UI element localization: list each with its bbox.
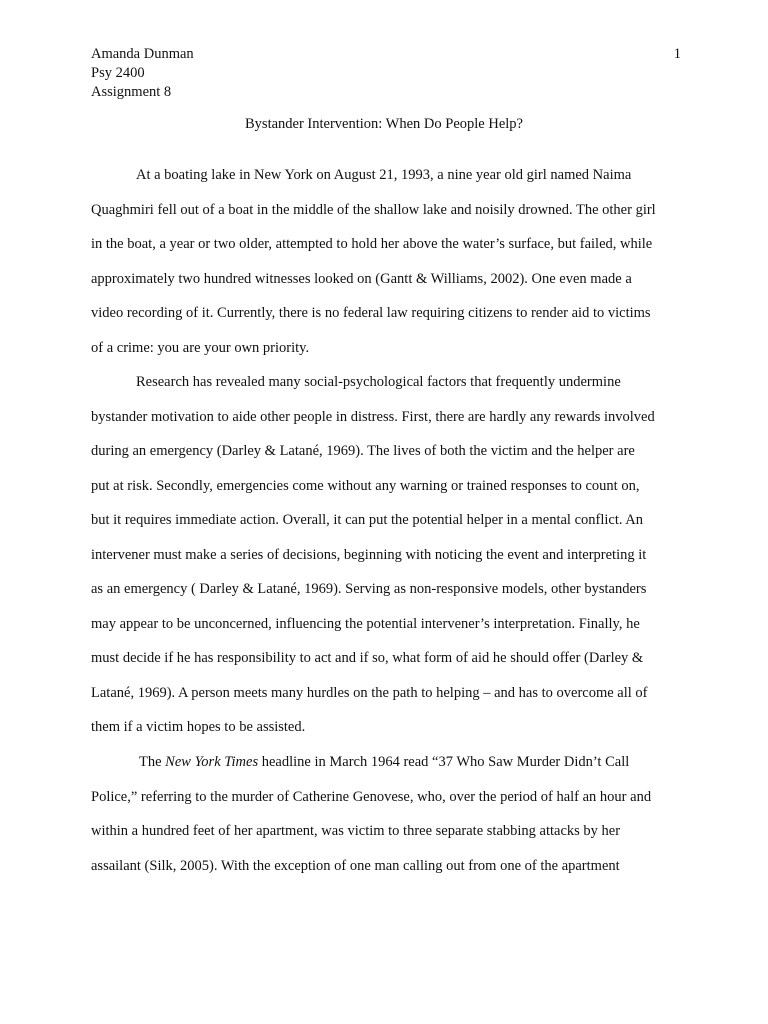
document-title: Bystander Intervention: When Do People Help? bbox=[245, 116, 523, 132]
body-line: may appear to be unconcerned, influencing the potential intervener’s interpretation. Finally, he bbox=[91, 616, 640, 632]
body-line: during an emergency (Darley & Latané, 1969). The lives of both the victim and the helper are bbox=[91, 443, 635, 459]
document-header bbox=[91, 45, 681, 102]
body-line: of a crime: you are your own priority. bbox=[91, 340, 310, 356]
body-line: Quaghmiri fell out of a boat in the middle of the shallow lake and noisily drowned. The other girl bbox=[91, 202, 656, 218]
assignment-label: Assignment 8 bbox=[91, 84, 172, 100]
body-line: At a boating lake in New York on August 21, 1993, a nine year old girl named Naima bbox=[136, 167, 632, 183]
body-line: as an emergency ( Darley & Latané, 1969). Serving as non-responsive models, other bystanders bbox=[91, 581, 647, 597]
body-line: within a hundred feet of her apartment, was victim to three separate stabbing attacks by her bbox=[91, 823, 621, 839]
body-line: but it requires immediate action. Overall, it can put the potential helper in a mental conflict. An bbox=[91, 512, 644, 528]
author-name: Amanda Dunman bbox=[91, 46, 194, 62]
body-line bbox=[139, 752, 629, 772]
body-text: headline in March 1964 read “37 Who Saw Murder Didn’t Call bbox=[258, 754, 630, 770]
body-line: assailant (Silk, 2005). With the exception of one man calling out from one of the apartment bbox=[91, 858, 620, 874]
body-line: put at risk. Secondly, emergencies come without any warning or trained responses to count on, bbox=[91, 478, 640, 494]
newspaper-title: New York Times bbox=[165, 754, 259, 770]
body-text: The bbox=[139, 754, 166, 770]
body-line: must decide if he has responsibility to act and if so, what form of aid he should offer (Darley & bbox=[91, 650, 644, 666]
body-line: in the boat, a year or two older, attempted to hold her above the water’s surface, but failed, while bbox=[91, 236, 653, 252]
body-line: approximately two hundred witnesses looked on (Gantt & Williams, 2002). One even made a bbox=[91, 271, 632, 287]
course-code: Psy 2400 bbox=[91, 65, 145, 81]
body-line: video recording of it. Currently, there is no federal law requiring citizens to render aid to victims bbox=[91, 305, 651, 321]
body-line: them if a victim hopes to be assisted. bbox=[91, 719, 306, 735]
body-line: Latané, 1969). A person meets many hurdles on the path to helping – and has to overcome all of bbox=[91, 685, 648, 701]
body-line: Research has revealed many social-psychological factors that frequently undermine bbox=[136, 374, 621, 390]
body-line: bystander motivation to aide other people in distress. First, there are hardly any rewards involved bbox=[91, 409, 655, 425]
page-number: 1 bbox=[673, 46, 681, 62]
body-line: Police,” referring to the murder of Catherine Genovese, who, over the period of half an hour and bbox=[91, 789, 652, 805]
body-line: intervener must make a series of decisions, beginning with noticing the event and interpreting it bbox=[91, 547, 647, 563]
